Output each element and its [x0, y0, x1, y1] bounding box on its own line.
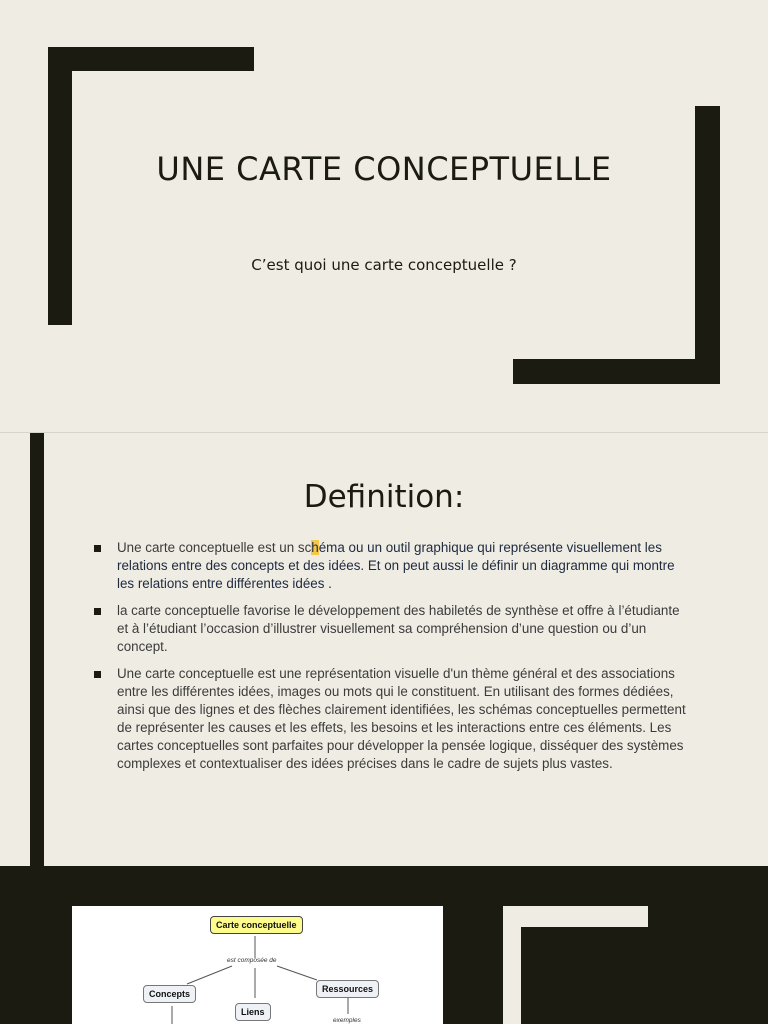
- slide-title-heading: UNE CARTE CONCEPTUELLE: [156, 150, 612, 188]
- definition-heading: Definition:: [303, 479, 465, 515]
- concept-node-liens: Liens: [235, 1003, 271, 1021]
- frame-bar-top-left-horizontal: [48, 47, 254, 71]
- link-label-examples: exemples: [333, 1017, 361, 1024]
- bullet-item: [94, 602, 694, 656]
- bullet-text-part: éma ou un outil graphique qui représente visuellement les relations entre des concepts et des idées. Et on peut aussi le définir un diagramme qui montre les relations entre différentes idées .: [117, 540, 675, 591]
- slide-concept-map: [0, 866, 768, 1024]
- slide-definition: [0, 433, 768, 866]
- text-cursor-highlight: h: [311, 540, 319, 555]
- slide-title: [0, 0, 768, 432]
- concept-map-image: [72, 906, 443, 1024]
- frame-bar-bottom-right-vertical: [695, 106, 720, 384]
- frame-bar-bottom-right-horizontal: [513, 359, 720, 384]
- bullet-item: [94, 665, 694, 773]
- concept-node-main: Carte conceptuelle: [210, 916, 303, 934]
- bullet-item: [94, 539, 694, 593]
- slide-subtitle: C’est quoi une carte conceptuelle ?: [251, 256, 517, 274]
- definition-bullet-list: [94, 539, 694, 782]
- bullet-text-part: Une carte conceptuelle est un sc: [117, 540, 312, 555]
- link-label-composed: est composée de: [227, 957, 277, 964]
- concept-node-ressources: Ressources: [316, 980, 379, 998]
- bullet-square-icon: [94, 545, 101, 552]
- concept-node-concepts: Concepts: [143, 985, 196, 1003]
- frame-bar-horizontal-light: [503, 906, 648, 927]
- frame-bar-vertical-light: [503, 906, 521, 1024]
- bullet-square-icon: [94, 671, 101, 678]
- bullet-text: Une carte conceptuelle est une représentation visuelle d'un thème général et des associations entre les différentes idées, images ou mots qui le constituent. En utilisant des formes dédiées, ainsi que des lignes et des flèches clairement identifiées, les schémas conceptuelles permettent de représenter les causes et les effets, les besoins et les interactions entre ces éléments. Les cartes conceptuelles sont parfaites pour développer la pensée logique, disséquer des systèmes complexes et contextualiser des idées précises dans le cadre de sujets plus vastes.: [117, 666, 686, 771]
- bullet-text: la carte conceptuelle favorise le développement des habiletés de synthèse et offre à l’étudiante et à l’étudiant l’occasion d’illustrer visuellement sa compréhension d’une question ou d’un concept.: [117, 603, 680, 654]
- bullet-square-icon: [94, 608, 101, 615]
